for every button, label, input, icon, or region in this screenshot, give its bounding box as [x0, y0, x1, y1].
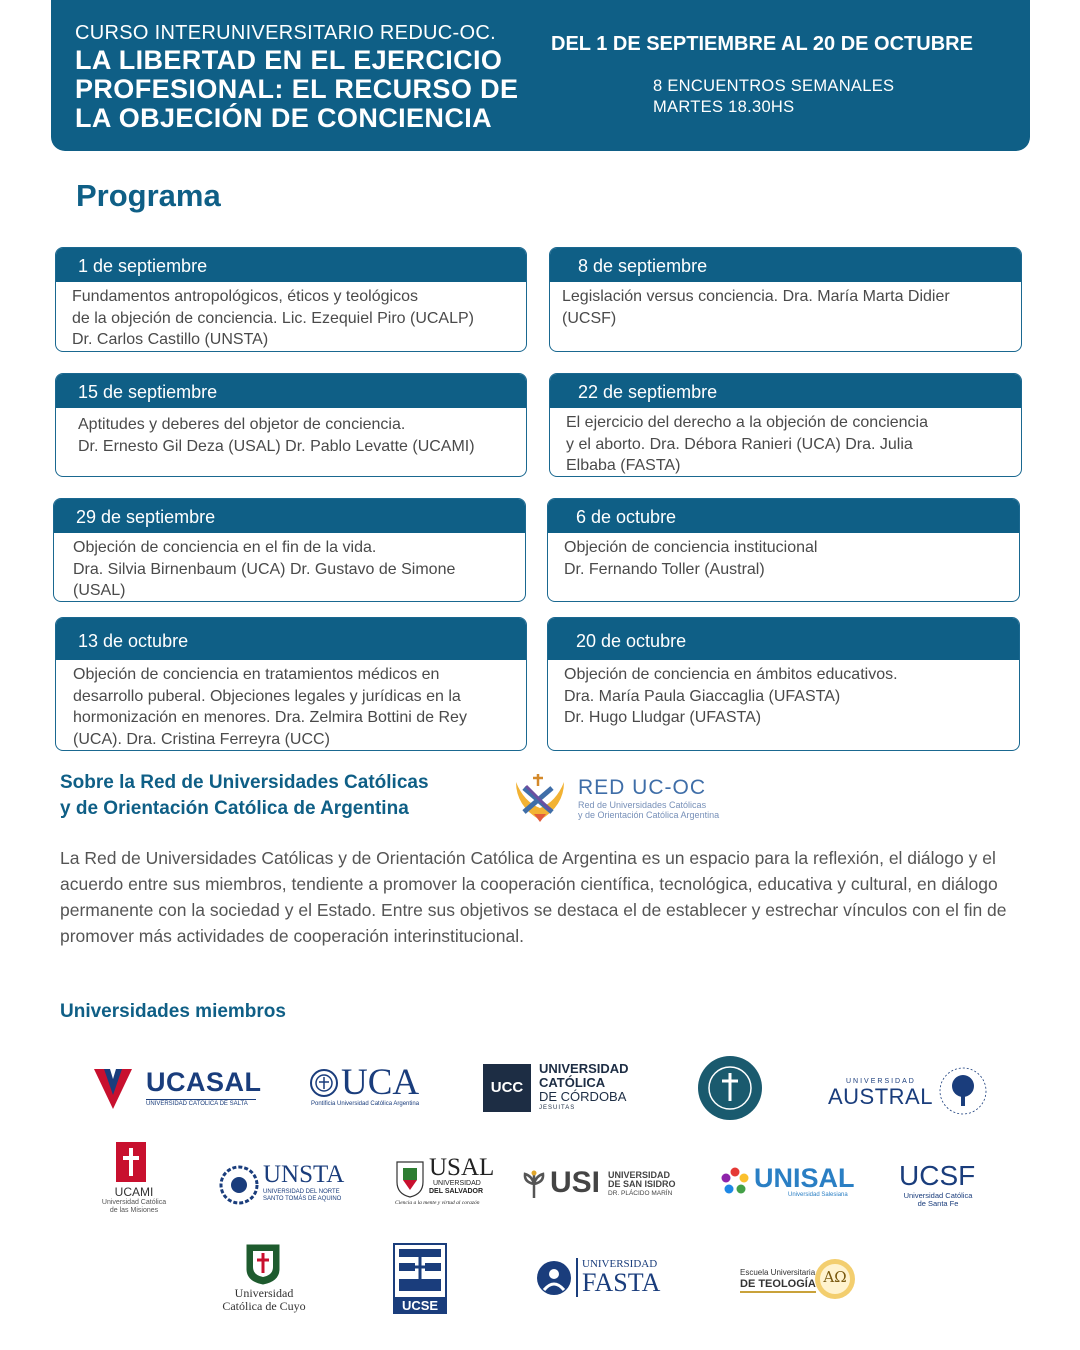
ucc-logo	[483, 1062, 643, 1114]
ucami-name: UCAMI	[114, 1185, 154, 1199]
session-line: Dra. María Paula Giaccaglia (UFASTA)	[564, 687, 841, 705]
session-desc	[56, 660, 526, 750]
session-desc	[56, 282, 526, 351]
fasta-seal-icon	[536, 1260, 572, 1296]
ucalp-text	[697, 1055, 763, 1121]
usal-shield-icon	[395, 1160, 425, 1198]
usal-line: UNIVERSIDAD	[433, 1180, 481, 1187]
unsta-name: UNSTA	[263, 1161, 345, 1188]
unisal-sub: Universidad Salesiana	[788, 1192, 848, 1198]
session-line: El ejercicio del derecho a la objeción de conciencia	[566, 414, 928, 431]
uccuyo-shield-icon	[245, 1243, 281, 1285]
session-line: Elbaba (FASTA)	[566, 457, 681, 474]
about-text: La Red de Universidades Católicas y de Orientación Católica de Argentina es un espacio para la reflexión, el diálogo y el acuerdo entre sus miembros, tendiente a promover la cooperación científica, tecnológica, educativa y cultural, en diálogo permanente con la sociedad y el Estado. Entre sus objetivos se destaca el de establecer y estrechar vínculos con el fin de promover más actividades de cooperación interinstitucional.	[60, 848, 1007, 946]
usal-motto: Ciencia a la mente y virtud al corazón	[395, 1200, 480, 1206]
fasta-logo	[536, 1258, 661, 1300]
red-sub-line: Red de Universidades Católicas	[578, 800, 707, 810]
fasta-line: UNIVERSIDAD	[576, 1258, 657, 1270]
austral-line: UNIVERSIDAD	[846, 1078, 916, 1085]
course-title-line: LA LIBERTAD EN EL EJERCICIO	[75, 45, 503, 75]
about-title	[60, 770, 429, 822]
session-desc	[56, 408, 526, 457]
session-line: Dra. Silvia Birnenbaum (UCA) Dr. Gustavo de Simone	[73, 560, 456, 578]
session-card	[549, 247, 1022, 352]
ucse-name: UCSE	[393, 1298, 447, 1314]
session-desc	[548, 660, 1019, 729]
session-date: 15 de septiembre	[56, 374, 526, 408]
session-line: desarrollo puberal. Objeciones legales y jurídicas en la	[73, 687, 461, 705]
session-line: de la objeción de conciencia. Lic. Ezequiel Piro (UCALP)	[72, 309, 474, 327]
course-label: CURSO INTERUNIVERSITARIO REDUC-OC.	[75, 22, 496, 44]
ucasal-shield-icon	[92, 1065, 134, 1111]
ucsf-logo	[895, 1162, 981, 1208]
session-line: Legislación versus conciencia. Dra. María Marta Didier	[562, 288, 950, 305]
session-card	[53, 498, 526, 602]
session-card	[55, 617, 527, 751]
fasta-name: FASTA	[576, 1269, 660, 1297]
ucami-cross-icon	[116, 1142, 146, 1182]
session-line: Objeción de conciencia en ámbitos educativos.	[564, 666, 898, 683]
teologia-line: DE TEOLOGÍA	[740, 1278, 816, 1293]
header-banner	[51, 0, 1030, 151]
session-line: (UCSF)	[562, 309, 617, 327]
uccuyo-line: Universidad	[234, 1286, 294, 1300]
ucalp-logo	[697, 1055, 763, 1121]
session-line: Dr. Hugo Lludgar (UFASTA)	[564, 709, 762, 726]
session-line: Dr. Ernesto Gil Deza (USAL) Dr. Pablo Levatte (UCAMI)	[78, 437, 475, 455]
session-card	[55, 373, 527, 477]
uca-sub: Pontificia Universidad Católica Argentina	[311, 1101, 420, 1107]
uccuyo-logo	[218, 1243, 310, 1315]
session-line: y el aborto. Dra. Débora Ranieri (UCA) Dra. Julia	[566, 435, 913, 453]
session-line: Dr. Fernando Toller (Austral)	[564, 560, 765, 578]
ucc-badge: UCC	[483, 1064, 531, 1112]
session-card	[547, 617, 1020, 751]
session-card	[55, 247, 527, 352]
ucami-logo	[88, 1142, 180, 1224]
session-line: Objeción de conciencia institucional	[564, 539, 818, 556]
red-sub-line: y de Orientación Católica Argentina	[578, 810, 720, 820]
unsta-logo	[219, 1163, 354, 1207]
ucsf-line: de Santa Fe	[917, 1199, 959, 1208]
ucasal-logo	[92, 1065, 262, 1111]
unsta-line: SANTO TOMÁS DE AQUINO	[263, 1196, 342, 1202]
session-line: Dr. Carlos Castillo (UNSTA)	[72, 331, 269, 348]
unsta-line: UNIVERSIDAD DEL NORTE	[263, 1189, 340, 1195]
ucc-line: JESUITAS	[539, 1105, 576, 1111]
programa-title: Programa	[76, 178, 221, 213]
usal-logo	[395, 1154, 495, 1212]
uccuyo-line: Católica de Cuyo	[222, 1299, 306, 1313]
ucc-line: DE CÓRDOBA	[539, 1089, 627, 1104]
uca-name: UCA	[341, 1062, 420, 1103]
ucse-shield-icon	[393, 1243, 447, 1299]
about-title-line: y de Orientación Católica de Argentina	[60, 798, 409, 819]
ucsf-name: UCSF	[899, 1160, 976, 1191]
usi-line: DE SAN ISIDRO	[608, 1179, 676, 1189]
session-card	[549, 373, 1022, 477]
session-date: 8 de septiembre	[550, 248, 1021, 282]
session-card	[547, 498, 1020, 602]
meta-line: 8 ENCUENTROS SEMANALES	[653, 77, 895, 95]
session-date: 29 de septiembre	[54, 499, 525, 533]
unisal-flower-icon	[720, 1166, 750, 1196]
about-title-line: Sobre la Red de Universidades Católicas	[60, 772, 429, 793]
course-dates: DEL 1 DE SEPTIEMBRE AL 20 DE OCTUBRE	[551, 33, 973, 55]
red-ucoc-logo-icon	[512, 772, 572, 824]
session-desc	[550, 408, 1021, 477]
course-meta	[653, 76, 894, 118]
unisal-name: UNISAL	[754, 1163, 855, 1193]
session-line: Objeción de conciencia en tratamientos médicos en	[73, 666, 440, 683]
unsta-seal-icon	[219, 1165, 259, 1205]
course-title-line: PROFESIONAL: EL RECURSO DE	[75, 74, 519, 104]
usi-line: UNIVERSIDAD	[608, 1170, 671, 1180]
ucc-line: UNIVERSIDAD	[539, 1061, 629, 1076]
session-desc	[548, 533, 1019, 580]
unisal-logo	[720, 1165, 855, 1203]
austral-logo	[826, 1060, 991, 1120]
ucc-line: CATÓLICA	[539, 1075, 606, 1090]
uca-seal-icon	[309, 1068, 339, 1098]
ucsf-line: Universidad Católica	[903, 1191, 973, 1200]
course-title	[75, 46, 518, 133]
session-date: 20 de octubre	[548, 618, 1019, 660]
session-line: Fundamentos antropológicos, éticos y teológicos	[72, 288, 418, 305]
session-date: 22 de septiembre	[550, 374, 1021, 408]
meta-line: MARTES 18.30HS	[653, 98, 795, 116]
session-date: 1 de septiembre	[56, 248, 526, 282]
usal-name: USAL	[429, 1154, 495, 1181]
teologia-symbol: AΩ	[823, 1268, 847, 1286]
usi-logo	[522, 1168, 692, 1202]
ucami-line: de las Misiones	[109, 1207, 159, 1214]
session-line: Objeción de conciencia en el fin de la vida.	[73, 539, 377, 556]
members-title: Universidades miembros	[60, 1001, 286, 1022]
course-title-line: LA OBJECIÓN DE CONCIENCIA	[75, 103, 493, 133]
session-line: (USAL)	[73, 582, 126, 599]
austral-tree-icon	[938, 1066, 988, 1116]
usi-line: DR. PLÁCIDO MARÍN	[608, 1190, 673, 1197]
session-date: 13 de octubre	[56, 618, 526, 660]
teologia-logo	[738, 1258, 858, 1300]
usi-leaf-icon	[522, 1170, 546, 1200]
usal-line: DEL SALVADOR	[429, 1188, 484, 1195]
session-line: (UCA). Dra. Cristina Ferreyra (UCC)	[73, 730, 330, 748]
ucasal-sub: UNIVERSIDAD CATÓLICA DE SALTA	[146, 1099, 256, 1107]
uca-logo	[309, 1062, 429, 1111]
session-line: Aptitudes y deberes del objetor de conciencia.	[78, 416, 406, 433]
austral-name: AUSTRAL	[828, 1084, 933, 1109]
session-date: 6 de octubre	[548, 499, 1019, 533]
session-line: hormonización en menores. Dra. Zelmira Bottini de Rey	[73, 709, 467, 726]
teologia-line: Escuela Universitaria	[740, 1268, 816, 1277]
red-ucoc-name: RED UC-OC	[578, 776, 706, 799]
ucse-logo	[393, 1243, 447, 1315]
ucasal-name: UCASAL	[146, 1067, 262, 1097]
session-desc	[550, 282, 1021, 329]
red-ucoc-subtitle	[578, 800, 719, 820]
usi-name: USI	[550, 1166, 601, 1199]
session-desc	[54, 533, 525, 602]
ucami-line: Universidad Católica	[101, 1199, 167, 1206]
